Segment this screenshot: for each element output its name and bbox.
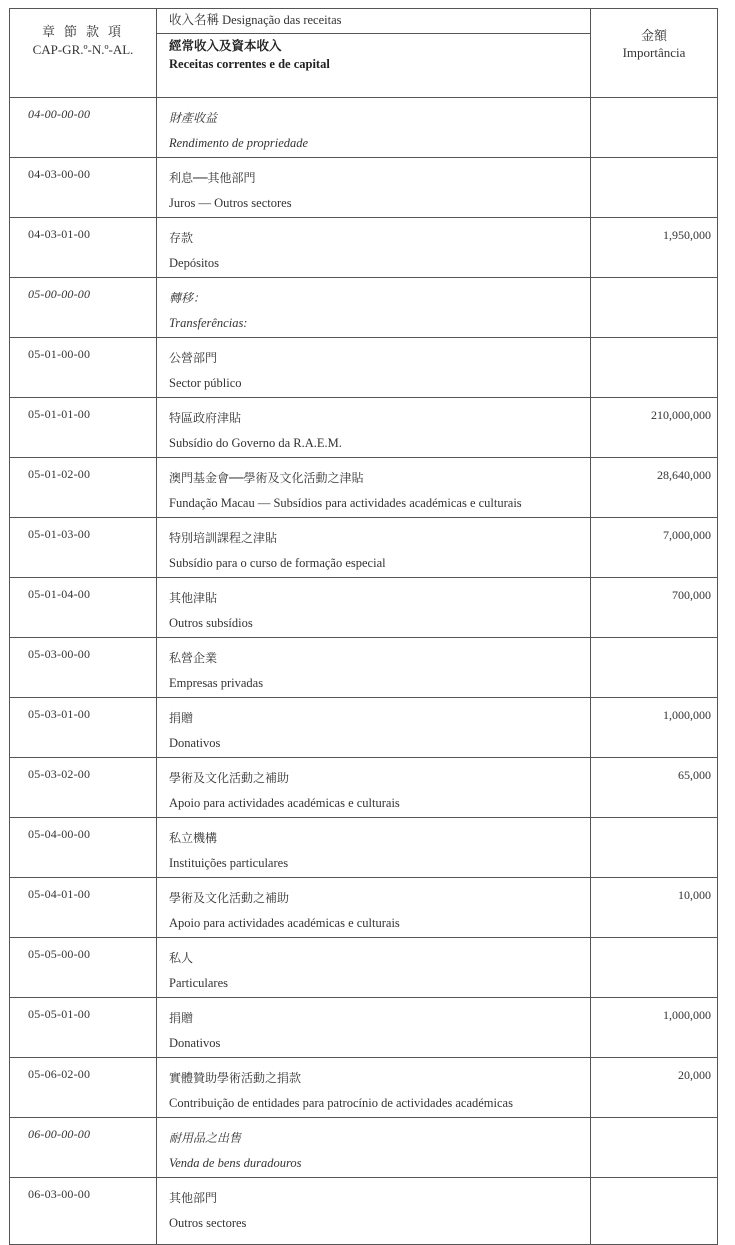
header-desc-pt: Receitas correntes e de capital — [169, 57, 330, 71]
row-desc-cn: 特區政府津貼 — [169, 411, 242, 425]
table-row — [10, 338, 718, 398]
row-description — [157, 218, 591, 278]
row-code: 06-00-00-00 — [10, 1118, 157, 1178]
row-desc-pt: Particulares — [169, 976, 229, 990]
row-desc-cn: 耐用品之出售 — [169, 1131, 242, 1145]
row-amount — [591, 338, 718, 398]
row-code: 05-06-02-00 — [10, 1058, 157, 1118]
row-desc-pt: Transferências: — [169, 316, 248, 330]
table-row — [10, 758, 718, 818]
header-code-cn: 章節款項 — [41, 24, 130, 39]
row-code: 05-04-00-00 — [10, 818, 157, 878]
row-desc-cn: 轉移： — [169, 291, 206, 305]
row-desc-pt: Contribuição de entidades para patrocínio de actividades académicas — [169, 1096, 513, 1110]
row-desc-cn: 其他部門 — [169, 1191, 218, 1205]
row-desc-cn: 其他津貼 — [169, 591, 218, 605]
row-desc-pt: Fundação Macau — Subsídios para actividades académicas e culturais — [169, 496, 522, 510]
row-description — [157, 1118, 591, 1178]
row-desc-cn: 利息──其他部門 — [169, 171, 256, 185]
row-amount — [591, 278, 718, 338]
header-amount-pt: Importância — [622, 45, 686, 60]
row-desc-pt: Outros sectores — [169, 1216, 247, 1230]
row-amount: 1,950,000 — [591, 218, 718, 278]
row-amount — [591, 1178, 718, 1245]
table-row — [10, 878, 718, 938]
row-description — [157, 398, 591, 458]
row-desc-pt: Juros — Outros sectores — [169, 196, 292, 210]
table-row — [10, 1118, 718, 1178]
row-code: 06-03-00-00 — [10, 1178, 157, 1245]
row-description — [157, 758, 591, 818]
header-desc-title: 收入名稱 Designação das receitas — [157, 9, 590, 34]
row-code: 05-04-01-00 — [10, 878, 157, 938]
row-amount: 210,000,000 — [591, 398, 718, 458]
row-desc-cn: 捐贈 — [169, 1011, 194, 1025]
row-desc-cn: 實體贊助學術活動之捐款 — [169, 1071, 302, 1085]
row-desc-cn: 私營企業 — [169, 651, 218, 665]
row-desc-pt: Subsídio para o curso de formação especial — [169, 556, 386, 570]
row-code: 05-01-03-00 — [10, 518, 157, 578]
row-desc-cn: 私立機構 — [169, 831, 218, 845]
table-row — [10, 818, 718, 878]
row-amount: 7,000,000 — [591, 518, 718, 578]
row-description — [157, 158, 591, 218]
row-description — [157, 518, 591, 578]
header-code-cell — [10, 9, 157, 98]
row-amount: 65,000 — [591, 758, 718, 818]
row-description — [157, 938, 591, 998]
row-amount — [591, 98, 718, 158]
row-desc-cn: 財產收益 — [169, 111, 218, 125]
row-amount — [591, 1118, 718, 1178]
row-amount — [591, 158, 718, 218]
row-amount — [591, 818, 718, 878]
row-desc-pt: Sector público — [169, 376, 242, 390]
row-code: 05-01-00-00 — [10, 338, 157, 398]
header-amount-cell — [591, 9, 718, 98]
row-amount: 20,000 — [591, 1058, 718, 1118]
row-desc-pt: Empresas privadas — [169, 676, 264, 690]
row-code: 05-03-01-00 — [10, 698, 157, 758]
row-description — [157, 878, 591, 938]
row-desc-cn: 存款 — [169, 231, 194, 245]
row-description — [157, 458, 591, 518]
header-amount-cn: 金額 — [640, 28, 667, 43]
row-description — [157, 818, 591, 878]
table-row — [10, 398, 718, 458]
row-desc-pt: Apoio para actividades académicas e culturais — [169, 916, 400, 930]
table-row — [10, 578, 718, 638]
row-code: 05-01-02-00 — [10, 458, 157, 518]
row-desc-cn: 公營部門 — [169, 351, 218, 365]
row-code: 05-01-04-00 — [10, 578, 157, 638]
row-description — [157, 578, 591, 638]
table-row — [10, 518, 718, 578]
table-row — [10, 1058, 718, 1118]
revenue-table-page — [9, 8, 717, 1245]
row-desc-pt: Donativos — [169, 1036, 221, 1050]
table-row — [10, 218, 718, 278]
row-desc-pt: Venda de bens duradouros — [169, 1156, 302, 1170]
row-amount: 10,000 — [591, 878, 718, 938]
row-amount: 28,640,000 — [591, 458, 718, 518]
row-code: 05-03-02-00 — [10, 758, 157, 818]
row-description — [157, 278, 591, 338]
table-row — [10, 278, 718, 338]
row-description — [157, 998, 591, 1058]
row-amount — [591, 938, 718, 998]
row-desc-pt: Rendimento de propriedade — [169, 136, 309, 150]
row-desc-cn: 學術及文化活動之補助 — [169, 891, 290, 905]
row-description — [157, 638, 591, 698]
row-desc-cn: 特別培訓課程之津貼 — [169, 531, 278, 545]
row-amount — [591, 638, 718, 698]
row-amount: 1,000,000 — [591, 998, 718, 1058]
row-amount: 1,000,000 — [591, 698, 718, 758]
header-code-pt: CAP-GR.º-N.º-AL. — [32, 42, 134, 57]
row-desc-cn: 私人 — [169, 951, 194, 965]
row-desc-pt: Instituições particulares — [169, 856, 289, 870]
row-desc-pt: Depósitos — [169, 256, 219, 270]
table-row — [10, 1178, 718, 1245]
row-desc-cn: 學術及文化活動之補助 — [169, 771, 290, 785]
row-description — [157, 338, 591, 398]
row-description — [157, 698, 591, 758]
row-desc-cn: 捐贈 — [169, 711, 194, 725]
row-description — [157, 98, 591, 158]
row-amount: 700,000 — [591, 578, 718, 638]
row-code: 04-00-00-00 — [10, 98, 157, 158]
table-row — [10, 98, 718, 158]
row-description — [157, 1058, 591, 1118]
row-desc-pt: Donativos — [169, 736, 221, 750]
row-code: 05-05-01-00 — [10, 998, 157, 1058]
row-code: 05-01-01-00 — [10, 398, 157, 458]
row-code: 05-00-00-00 — [10, 278, 157, 338]
table-row — [10, 158, 718, 218]
row-desc-cn: 澳門基金會──學術及文化活動之津貼 — [169, 471, 364, 485]
row-desc-pt: Apoio para actividades académicas e culturais — [169, 796, 400, 810]
row-desc-pt: Subsídio do Governo da R.A.E.M. — [169, 436, 342, 450]
row-code: 05-03-00-00 — [10, 638, 157, 698]
row-code: 04-03-01-00 — [10, 218, 157, 278]
table-row — [10, 698, 718, 758]
table-row — [10, 638, 718, 698]
table-row — [10, 938, 718, 998]
table-header-row — [10, 9, 718, 98]
table-row — [10, 458, 718, 518]
header-desc-cell — [157, 9, 591, 98]
revenue-table — [9, 8, 718, 1245]
row-desc-pt: Outros subsídios — [169, 616, 253, 630]
header-desc-cn: 經常收入及資本收入 — [169, 39, 282, 53]
row-description — [157, 1178, 591, 1245]
table-row — [10, 998, 718, 1058]
row-code: 04-03-00-00 — [10, 158, 157, 218]
row-code: 05-05-00-00 — [10, 938, 157, 998]
